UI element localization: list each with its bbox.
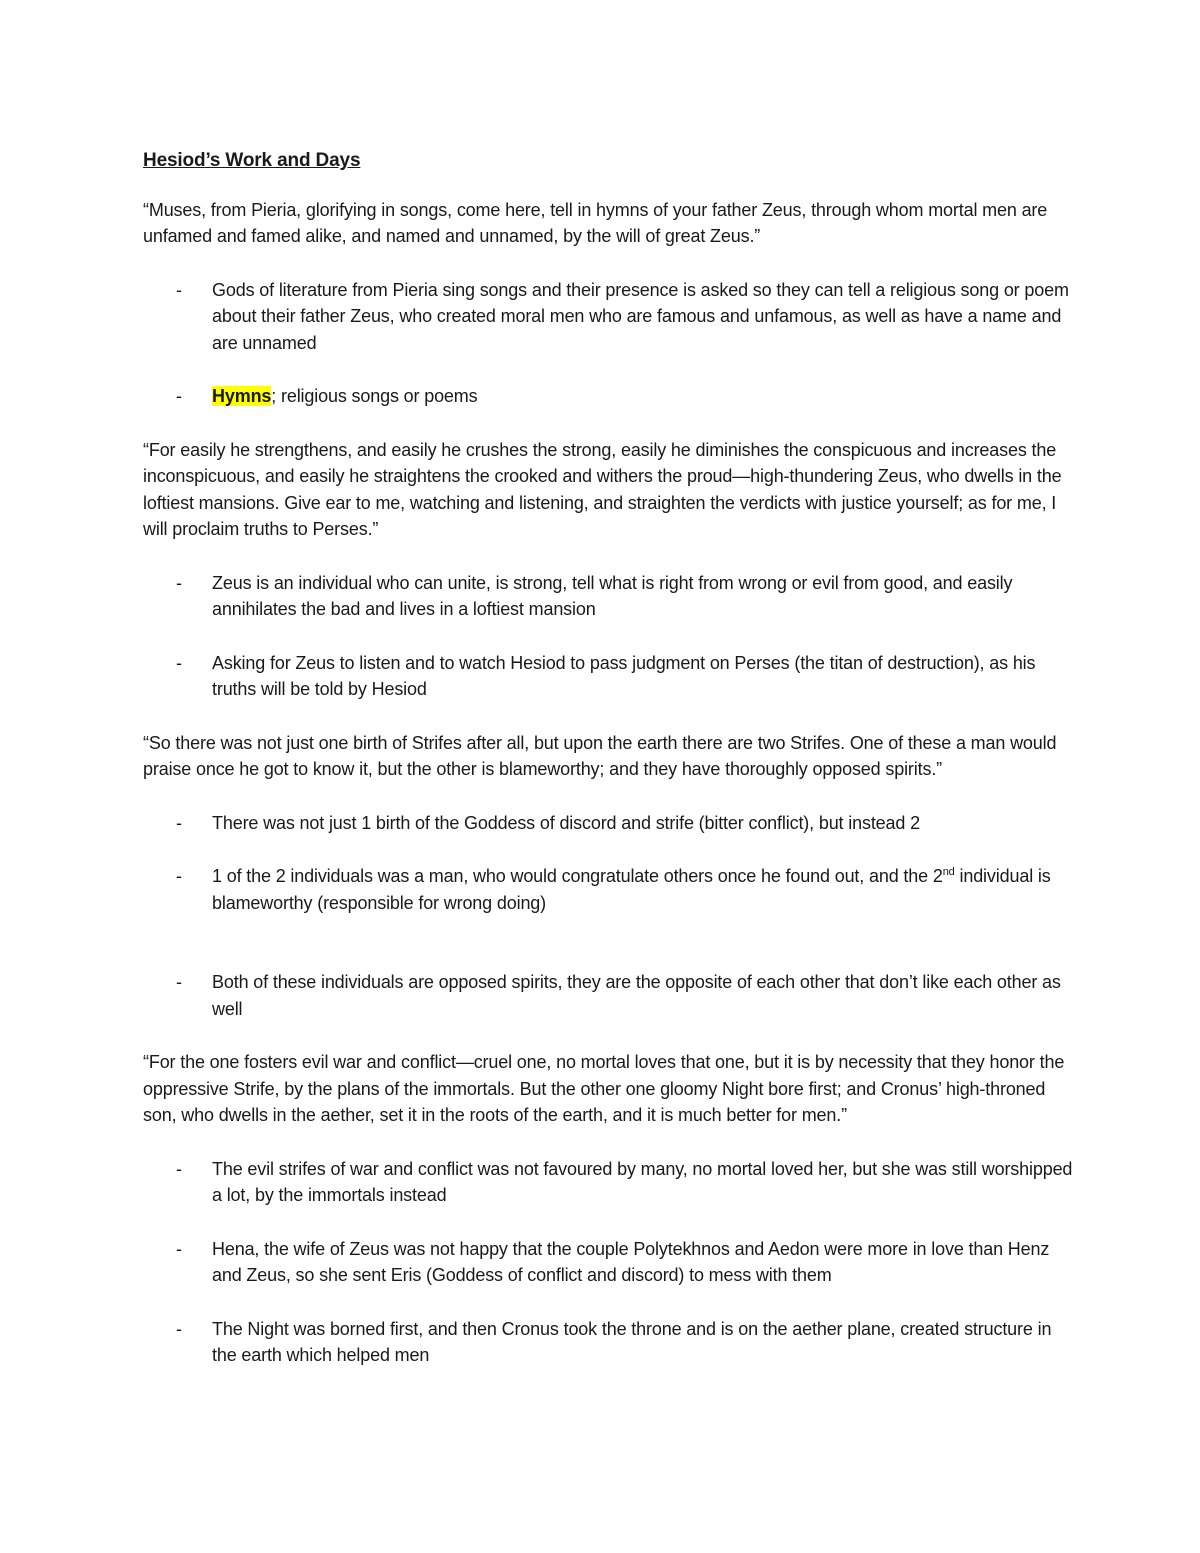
bullet-dash: - — [176, 279, 182, 300]
bullet-text: Zeus is an individual who can unite, is strong, tell what is right from wrong or evil from good, and easily annihilates the bad and lives in a loftiest mansion — [212, 572, 1013, 619]
quote-paragraph: “For the one fosters evil war and conflict—cruel one, no mortal loves that one, but it is by necessity that they honor the oppressive Strife, by the plans of the immortals. But the other one gloomy Night bore first; and Cronus’ high-throned son, who dwells in the aether, set it in the roots of the earth, and it is much better for men.” — [143, 1052, 1065, 1125]
document-body — [143, 148, 1073, 1396]
quote-paragraph: “For easily he strengthens, and easily he crushes the strong, easily he diminishes the conspicuous and increases the inconspicuous, and easily he straightens the crooked and withers the proud—high-thundering Zeus, who dwells in the loftiest mansions. Give ear to me, watching and listening, and straighten the verdicts with justice yourself; as for me, I will proclaim truths to Perses.” — [143, 439, 1062, 539]
bullet-text: The Night was borned first, and then Cronus took the throne and is on the aether plane, created structure in the earth which helped men — [212, 1318, 1052, 1365]
bullet-text: 1 of the 2 individuals was a man, who would congratulate others once he found out, and the 2 — [212, 866, 943, 886]
bullet-item — [143, 570, 1073, 623]
document-title: Hesiod’s Work and Days — [143, 150, 361, 171]
ordinal-suffix: nd — [942, 866, 955, 878]
bullet-item — [143, 650, 1073, 703]
bullet-dash: - — [176, 386, 182, 406]
quote-paragraph: “Muses, from Pieria, glorifying in songs, come here, tell in hymns of your father Zeus, through whom mortal men are unfamed and famed alike, and named and unnamed, by the will of great Zeus.” — [143, 199, 1048, 246]
bullet-text: ; religious songs or poems — [271, 386, 478, 406]
bullet-text: The evil strifes of war and conflict was not favoured by many, no mortal loved her, but she was still worshipped a lot, by the immortals instead — [212, 1158, 1073, 1205]
bullet-item — [143, 863, 1073, 916]
quote-paragraph: “So there was not just one birth of Strifes after all, but upon the earth there are two Strifes. One of these a man would praise once he got to know it, but the other is blameworthy; and they have thoroughly opposed spirits.” — [143, 732, 1057, 779]
bullet-text: Hena, the wife of Zeus was not happy that the couple Polytekhnos and Aedon were more in love than Henz and Zeus, so she sent Eris (Goddess of conflict and discord) to mess with them — [212, 1238, 1050, 1285]
bullet-item — [143, 1316, 1073, 1369]
bullet-item — [143, 383, 1073, 410]
bullet-item — [143, 969, 1073, 1022]
highlighted-term: Hymns — [212, 386, 272, 406]
bullet-text: Gods of literature from Pieria sing songs and their presence is asked so they can tell a religious song or poem about their father Zeus, who created moral men who are famous and unfamous, as well as have a name and are unnamed — [212, 279, 1069, 353]
bullet-dash: - — [176, 572, 182, 593]
bullet-dash: - — [176, 652, 182, 673]
bullet-dash: - — [176, 1238, 182, 1259]
bullet-text: individual is blameworthy (responsible for wrong doing) — [212, 866, 1051, 913]
bullet-item — [143, 1236, 1073, 1289]
bullet-item — [143, 1156, 1073, 1209]
bullet-dash: - — [176, 972, 182, 992]
bullet-dash: - — [176, 812, 182, 833]
bullet-dash: - — [176, 1158, 182, 1179]
bullet-item — [143, 810, 1073, 837]
bullet-dash: - — [176, 1318, 182, 1339]
bullet-item — [143, 277, 1073, 357]
bullet-text: There was not just 1 birth of the Goddess of discord and strife (bitter conflict), but instead 2 — [212, 812, 920, 833]
bullet-dash: - — [176, 866, 182, 886]
bullet-text: Both of these individuals are opposed spirits, they are the opposite of each other that don’t like each other as well — [212, 972, 1061, 1019]
bullet-text: Asking for Zeus to listen and to watch Hesiod to pass judgment on Perses (the titan of destruction), as his truths will be told by Hesiod — [212, 652, 1036, 699]
